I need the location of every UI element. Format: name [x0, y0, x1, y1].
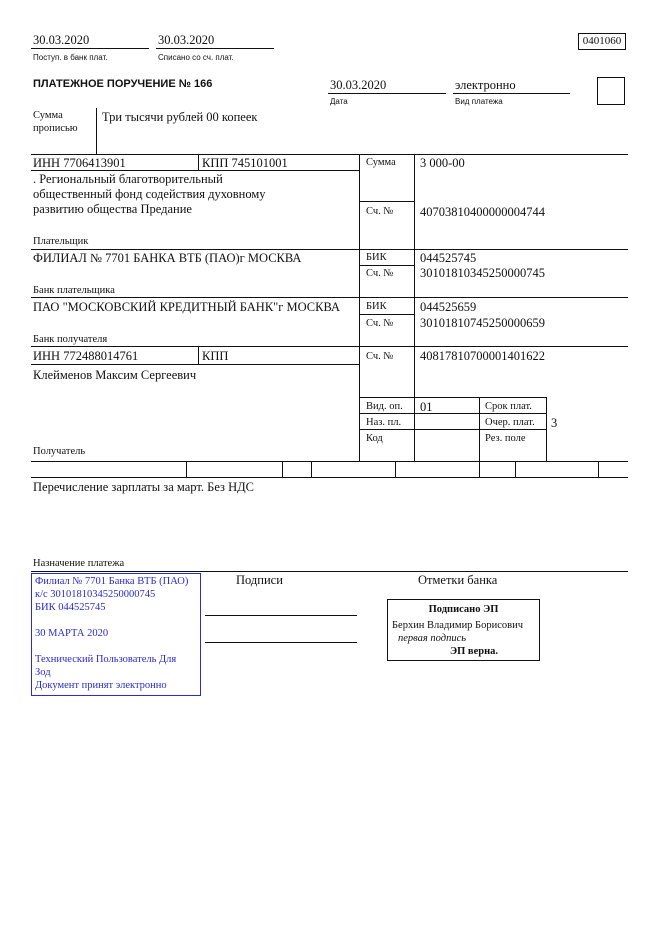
payer-account: 40703810400000004744	[420, 205, 545, 219]
signatures-title: Подписи	[236, 573, 283, 587]
payer-bank-label: Банк плательщика	[33, 285, 115, 296]
payment-purpose-label: Назначение платежа	[33, 558, 125, 569]
order-date-label: Дата	[330, 97, 348, 106]
code-label: Код	[366, 433, 383, 444]
e-signature-status: ЭП верна.	[450, 646, 499, 657]
bank-stamp	[31, 573, 201, 696]
bank-marks-title: Отметки банка	[418, 573, 498, 587]
op-type: 01	[420, 400, 433, 414]
recipient-name: Клейменов Максим Сергеевич	[33, 368, 197, 382]
amount-words-label-1: Сумма	[33, 110, 63, 121]
payment-type: электронно	[455, 78, 516, 92]
e-signature-title: Подписано ЭП	[428, 604, 499, 615]
debit-date: 30.03.2020	[158, 33, 215, 47]
payer-bik-label: БИК	[366, 252, 387, 263]
amount-label: Сумма	[366, 157, 396, 168]
stamp-accepted: Документ принят электронно	[35, 680, 167, 691]
stamp-bank-name: Филиал № 7701 Банка ВТБ (ПАО)	[35, 576, 189, 587]
receipt-date-label: Поступ. в банк плат.	[33, 53, 108, 62]
payer-name-2: общественный фонд содействия духовному	[33, 187, 266, 201]
recipient-bank-label: Банк получателя	[33, 334, 108, 345]
stamp-bik: БИК 044525745	[35, 602, 106, 613]
receipt-date: 30.03.2020	[33, 33, 90, 47]
form-code: 0401060	[578, 33, 626, 50]
code-box	[597, 77, 625, 105]
debit-date-label: Списано со сч. плат.	[158, 53, 234, 62]
recipient-bik-label: БИК	[366, 301, 387, 312]
e-signature-role: первая подпись	[398, 633, 467, 644]
recipient-bank-name: ПАО "МОСКОВСКИЙ КРЕДИТНЫЙ БАНК"г МОСКВА	[33, 300, 341, 314]
order-date: 30.03.2020	[330, 78, 387, 92]
reserve-label: Рез. поле	[485, 433, 526, 444]
stamp-user-1: Технический Пользователь Для	[35, 654, 177, 665]
recipient-account: 40817810700001401622	[420, 349, 545, 363]
payment-type-label: Вид платежа	[455, 97, 503, 106]
payer-name-1: . Региональный благотворительный	[33, 172, 223, 186]
recipient-kpp: КПП	[202, 349, 229, 363]
payer-bank-name: ФИЛИАЛ № 7701 БАНКА ВТБ (ПАО)г МОСКВА	[33, 251, 302, 265]
recipient-bik: 044525659	[420, 300, 477, 314]
payment-purpose: Перечисление зарплаты за март. Без НДС	[33, 480, 254, 494]
stamp-date: 30 МАРТА 2020	[35, 628, 109, 639]
recipient-inn: ИНН 772488014761	[33, 349, 139, 363]
amount-value: 3 000-00	[420, 156, 465, 170]
payer-bik: 044525745	[420, 251, 477, 265]
priority-label: Очер. плат.	[485, 417, 535, 428]
recipient-label: Получатель	[33, 446, 86, 457]
recipient-corr-account: 30101810745250000659	[420, 316, 545, 330]
payer-corr-account: 30101810345250000745	[420, 266, 545, 280]
stamp-corr-account: к/с 30101810345250000745	[35, 589, 156, 600]
due-label: Срок плат.	[485, 401, 532, 412]
purpose-code-label: Наз. пл.	[366, 417, 402, 428]
e-signature-box	[387, 599, 540, 661]
recipient-account-label: Сч. №	[366, 351, 394, 362]
stamp-user-2: Зод	[35, 667, 51, 678]
amount-words-label-2: прописью	[33, 123, 78, 134]
payer-inn: ИНН 7706413901	[33, 156, 126, 170]
recipient-corr-account-label: Сч. №	[366, 318, 394, 329]
payer-account-label: Сч. №	[366, 206, 394, 217]
payer-kpp: КПП 745101001	[202, 156, 288, 170]
priority-value: 3	[551, 416, 558, 430]
payer-label: Плательщик	[33, 236, 89, 247]
payer-corr-account-label: Сч. №	[366, 268, 394, 279]
payer-name-3: развитию общества Предание	[33, 202, 192, 216]
document-title: ПЛАТЕЖНОЕ ПОРУЧЕНИЕ № 166	[33, 78, 213, 90]
op-type-label: Вид. оп.	[366, 401, 403, 412]
amount-in-words: Три тысячи рублей 00 копеек	[102, 110, 258, 124]
e-signature-signer: Берхин Владимир Борисович	[392, 620, 523, 631]
